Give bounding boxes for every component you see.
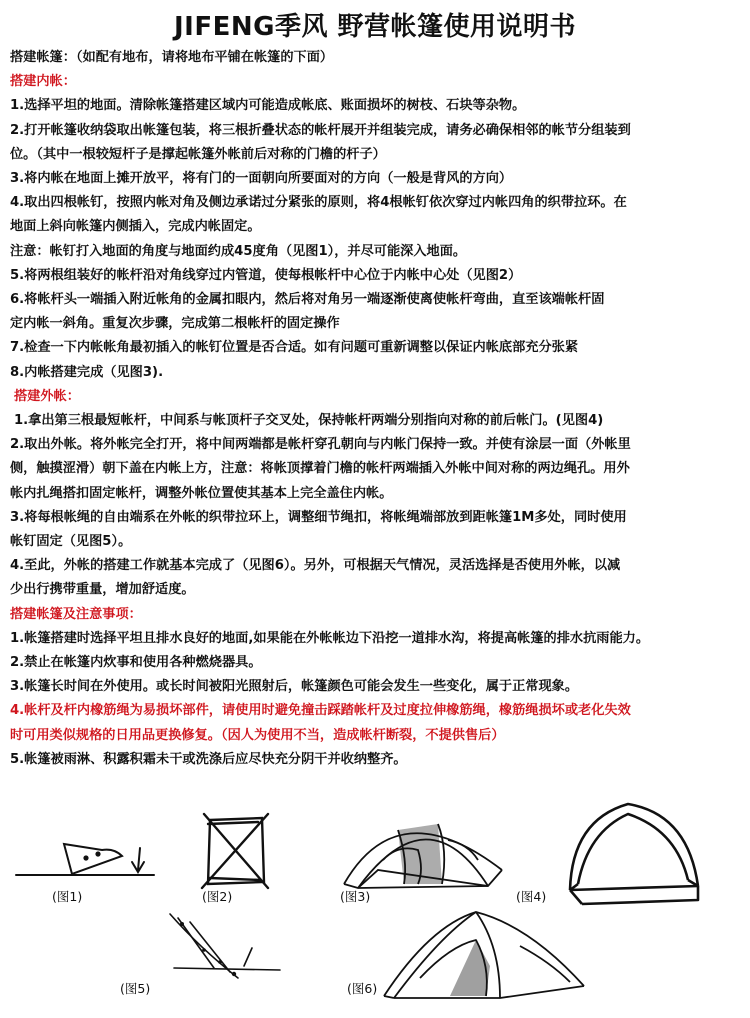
figure-4-caption: (图4) — [516, 889, 547, 904]
inner-step-1: 1.选择平坦的地面。清除帐篷搭建区域内可能造成帐底、账面损坏的树枝、石块等杂物。 — [10, 98, 526, 114]
figure-5-caption: (图5) — [120, 981, 151, 996]
inner-step-4a: 4.取出四根帐钉，按照内帐对角及侧边承诺过分紧张的原则，将4根帐钉依次穿过内帐四角的织带拉环。在 — [10, 195, 627, 211]
inner-step-5: 5.将两根组装好的帐杆沿对角线穿过内管道，使每根帐杆中心位于内帐中心处（见图2） — [10, 267, 522, 283]
inner-step-6a: 6.将帐杆头一端插入附近帐角的金属扣眼内，然后将对角另一端逐渐使离使帐杆弯曲，直至该端帐杆固 — [10, 292, 605, 308]
outer-step-4a: 4.至此，外帐的搭建工作就基本完成了（见图6）。另外，可根据天气情况，灵活选择是否使用外帐，以减 — [10, 558, 621, 574]
figure-6-full-tent — [380, 906, 590, 1004]
outer-step-1: 1.拿出第三根最短帐杆，中间系与帐顶杆子交叉处，保持帐杆两端分别指向对称的前后帐门。(见图4) — [14, 413, 604, 429]
figure-4-outer-frame — [548, 800, 708, 910]
inner-step-2b: 位。（其中一根较短杆子是撑起帐篷外帐前后对称的门檐的杆子） — [10, 146, 386, 162]
figure-1-caption: (图1) — [52, 889, 83, 904]
inner-note: 注意：帐钉打入地面的角度与地面约成45度角（见图1），并尽可能深入地面。 — [10, 243, 467, 259]
figure-2-crossed-poles — [198, 812, 272, 892]
figure-5-guy-line — [160, 908, 290, 988]
inner-step-6b: 定内帐一斜角。重复次步骤，完成第二根帐杆的固定操作 — [10, 316, 340, 332]
inner-step-3: 3.将内帐在地面上摊开放平，将有门的一面朝向所要面对的方向（一般是背风的方向） — [10, 171, 513, 187]
warning-line-2: 时可用类似规格的日用品更换修复。（因人为使用不当，造成帐杆断裂，不提供售后） — [10, 727, 505, 743]
figure-2-caption: (图2) — [202, 889, 233, 904]
note-2: 2.禁止在帐篷内炊事和使用各种燃烧器具。 — [10, 655, 262, 671]
outer-step-4b: 少出行携带重量，增加舒适度。 — [10, 582, 195, 598]
note-3: 3.帐篷长时间在外使用。或长时间被阳光照射后，帐篷颜色可能会发生一些变化，属于正常现象。 — [10, 679, 579, 695]
intro-line: 搭建帐篷：（如配有地布，请将地布平铺在帐篷的下面） — [10, 50, 334, 65]
outer-step-2b: 侧，触摸涩滑）朝下盖在内帐上方，注意：将帐顶撑着门檐的帐杆两端插入外帐中间对称的两边绳孔。用外 — [10, 461, 630, 477]
inner-step-4b: 地面上斜向帐篷内侧插入，完成内帐固定。 — [10, 219, 261, 235]
figure-3-caption: (图3) — [340, 889, 371, 904]
outer-step-2a: 2.取出外帐。将外帐完全打开，将中间两端都是帐杆穿孔朝向与内帐门保持一致。并使有涂层一面（外帐里 — [10, 437, 631, 453]
instructions-body — [10, 46, 740, 772]
document-title: JIFENG季风 野营帐篷使用说明书 — [173, 12, 577, 42]
section-heading-outer-tent: 搭建外帐： — [14, 388, 80, 404]
outer-step-3b: 帐钉固定（见图5）。 — [10, 534, 132, 550]
inner-step-7: 7.检查一下内帐帐角最初插入的帐钉位置是否合适。如有问题可重新调整以保证内帐底部充分张紧 — [10, 340, 579, 356]
inner-step-8: 8.内帐搭建完成（见图3). — [10, 364, 164, 380]
note-5: 5.帐篷被雨淋、积露积霜未干或洗涤后应尽快充分阴干并收纳整齐。 — [10, 751, 407, 767]
outer-step-2c: 帐内扎绳搭扣固定帐杆，调整外帐位置使其基本上完全盖住内帐。 — [10, 485, 393, 501]
inner-step-2a: 2.打开帐篷收纳袋取出帐篷包装，将三根折叠状态的帐杆展开并组装完成，请务必确保相邻的帐节分组装到 — [10, 122, 631, 138]
figure-1-stake-diagram — [14, 830, 164, 890]
note-1: 1.帐篷搭建时选择平坦且排水良好的地面,如果能在外帐帐边下沿挖一道排水沟，将提高帐篷的排水抗雨能力。 — [10, 630, 650, 646]
section-heading-inner-tent: 搭建内帐： — [10, 74, 76, 90]
warning-line-1: 4.帐杆及杆内橡筋绳为易损坏部件，请使用时避免撞击踩踏帐杆及过度拉伸橡筋绳，橡筋绳损坏或老化失效 — [10, 703, 631, 719]
figure-6-caption: (图6) — [347, 981, 378, 996]
section-heading-notes: 搭建帐篷及注意事项： — [10, 606, 142, 622]
figure-3-inner-tent — [338, 800, 508, 900]
outer-step-3a: 3.将每根帐绳的自由端系在外帐的织带拉环上，调整细节绳扣，将帐绳端部放到距帐篷1M多处，同时使用 — [10, 509, 627, 525]
